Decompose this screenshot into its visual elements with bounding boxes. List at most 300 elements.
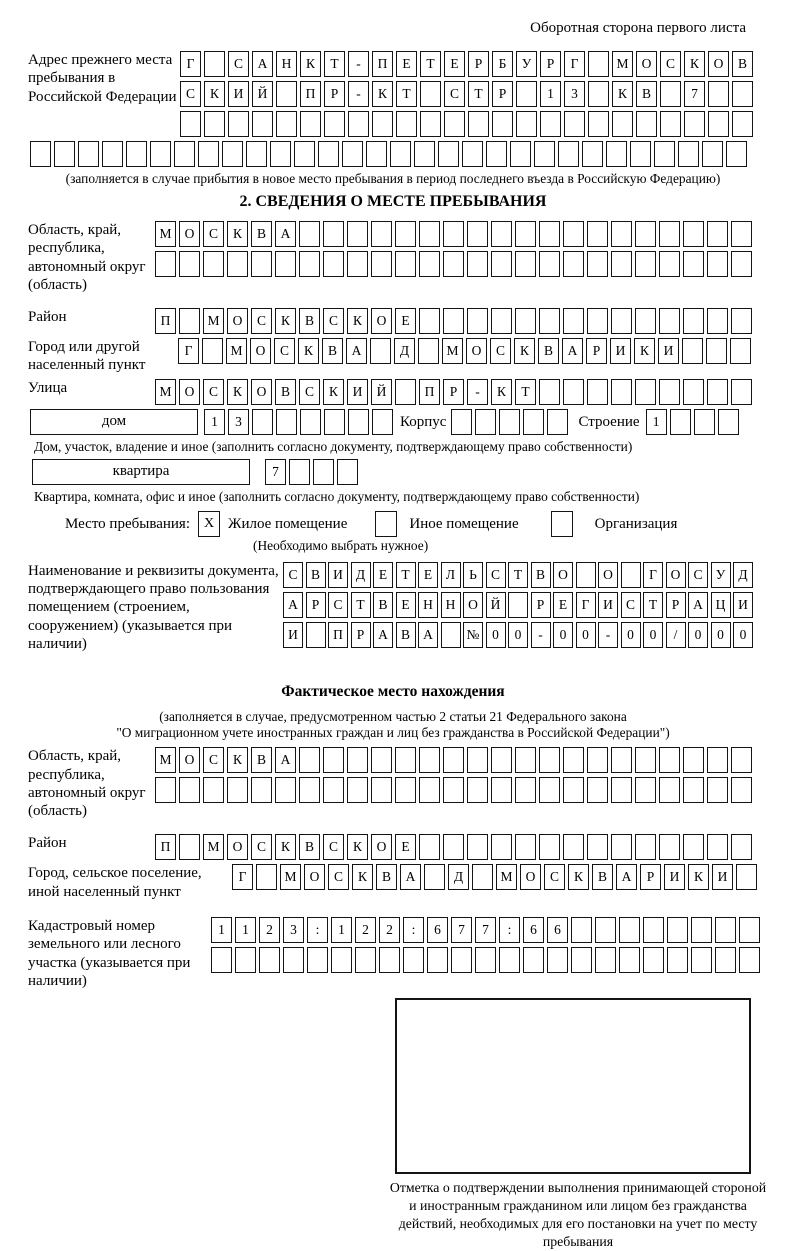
char-cell [78, 141, 99, 167]
char-cell [443, 834, 464, 860]
char-cell [659, 251, 680, 277]
char-cell [342, 141, 363, 167]
char-cell: К [684, 51, 705, 77]
char-cell [739, 947, 760, 973]
char-cell: Л [441, 562, 461, 588]
char-cell: И [658, 338, 679, 364]
char-cell: В [251, 747, 272, 773]
char-cell: - [531, 622, 551, 648]
document-row-2 [283, 592, 753, 618]
char-cell [563, 221, 584, 247]
char-cell: М [442, 338, 463, 364]
char-cell: 0 [688, 622, 708, 648]
char-cell [702, 141, 723, 167]
char-cell [475, 409, 496, 435]
char-cell [587, 308, 608, 334]
char-cell [660, 111, 681, 137]
char-cell [491, 834, 512, 860]
char-cell: В [592, 864, 613, 890]
char-cell: И [610, 338, 631, 364]
char-cell [539, 747, 560, 773]
char-cell: М [280, 864, 301, 890]
char-cell [251, 777, 272, 803]
stay-type-hint: (Необходимо выбрать нужное) [253, 537, 429, 553]
char-cell [179, 777, 200, 803]
char-cell: 7 [475, 917, 496, 943]
char-cell: Ц [711, 592, 731, 618]
char-cell: П [372, 51, 393, 77]
char-cell: О [179, 379, 200, 405]
document-row-1 [283, 562, 753, 588]
char-cell [222, 141, 243, 167]
char-cell: А [275, 221, 296, 247]
char-cell [323, 251, 344, 277]
char-cell: М [155, 379, 176, 405]
char-cell: Т [643, 592, 663, 618]
char-cell: Д [733, 562, 753, 588]
char-cell [30, 141, 51, 167]
char-cell: Т [351, 592, 371, 618]
char-cell [395, 251, 416, 277]
char-cell: К [352, 864, 373, 890]
char-cell [683, 308, 704, 334]
char-cell [324, 409, 345, 435]
char-cell [419, 251, 440, 277]
char-cell [371, 747, 392, 773]
char-cell: В [251, 221, 272, 247]
char-cell [534, 141, 555, 167]
char-cell [659, 777, 680, 803]
char-cell: Д [448, 864, 469, 890]
char-cell: А [562, 338, 583, 364]
char-cell [300, 409, 321, 435]
char-cell [611, 221, 632, 247]
prev-address-row-2 [180, 81, 753, 107]
char-cell [256, 864, 277, 890]
char-cell [371, 777, 392, 803]
char-cell: Й [371, 379, 392, 405]
cadastral-field [28, 917, 758, 990]
char-cell [348, 111, 369, 137]
option-dwelling-label: Жилое помещение [228, 515, 348, 532]
char-cell [731, 251, 752, 277]
char-cell [395, 379, 416, 405]
char-cell [730, 338, 751, 364]
prev-address-label: Адрес прежнего места пребывания в Российской Федерации [28, 52, 177, 105]
char-cell: О [666, 562, 686, 588]
char-cell [424, 864, 445, 890]
char-cell [707, 379, 728, 405]
char-cell [203, 777, 224, 803]
char-cell: А [275, 747, 296, 773]
char-cell [587, 221, 608, 247]
char-cell: А [418, 622, 438, 648]
char-cell [289, 459, 310, 485]
char-cell: Р [586, 338, 607, 364]
char-cell: - [598, 622, 618, 648]
char-cell [654, 141, 675, 167]
actual-location-note-1: (заполняется в случае, предусмотренном частью 2 статьи 21 Федерального закона [159, 709, 627, 725]
char-cell [571, 917, 592, 943]
char-cell [323, 747, 344, 773]
char-cell [611, 379, 632, 405]
char-cell [235, 947, 256, 973]
char-cell: К [204, 81, 225, 107]
char-cell: В [275, 379, 296, 405]
char-cell [198, 141, 219, 167]
char-cell: С [203, 747, 224, 773]
char-cell [708, 111, 729, 137]
char-cell [299, 747, 320, 773]
actual-district-label: Район [28, 835, 67, 852]
char-cell [418, 338, 439, 364]
char-cell [563, 379, 584, 405]
char-cell [635, 251, 656, 277]
char-cell [270, 141, 291, 167]
char-cell [202, 338, 223, 364]
actual-district-field [28, 834, 758, 860]
actual-location-note-2: "О миграционном учете иностранных граждан и лиц без гражданства в Российской Федерации") [116, 725, 670, 741]
char-cell [443, 221, 464, 247]
char-cell: В [531, 562, 551, 588]
char-cell: Р [468, 51, 489, 77]
checkbox-other-premises [375, 511, 397, 537]
char-cell: М [203, 308, 224, 334]
char-cell [516, 111, 537, 137]
char-cell [347, 777, 368, 803]
document-row-3 [283, 622, 753, 648]
char-cell: С [328, 864, 349, 890]
char-cell: В [538, 338, 559, 364]
char-cell: К [568, 864, 589, 890]
char-cell [203, 251, 224, 277]
char-cell [563, 777, 584, 803]
page-side-note: Оборотная сторона первого листа [530, 20, 746, 36]
char-cell: - [348, 51, 369, 77]
char-cell: Г [576, 592, 596, 618]
char-cell [707, 834, 728, 860]
char-cell: О [553, 562, 573, 588]
char-cell: 1 [204, 409, 225, 435]
char-cell: Р [666, 592, 686, 618]
char-cell [420, 81, 441, 107]
char-cell [283, 947, 304, 973]
char-cell: О [250, 338, 271, 364]
char-cell [204, 111, 225, 137]
char-cell [582, 141, 603, 167]
char-cell: С [203, 221, 224, 247]
region-row-2 [155, 251, 752, 277]
actual-city-label: Город, сельское поселение, иной населенный пункт [28, 865, 202, 900]
char-cell [715, 947, 736, 973]
char-cell [736, 864, 757, 890]
char-cell: К [227, 379, 248, 405]
char-cell: С [660, 51, 681, 77]
region-row-1 [155, 221, 752, 247]
char-cell: С [283, 562, 303, 588]
char-cell [739, 917, 760, 943]
char-cell: 2 [259, 917, 280, 943]
char-cell [395, 747, 416, 773]
street-row [155, 379, 752, 405]
char-cell: С [544, 864, 565, 890]
region-label: Область, край, республика, автономный округ (область) [28, 222, 146, 293]
apartment-note: Квартира, комната, офис и иное (заполнить согласно документу, подтверждающему право собственности) [34, 488, 640, 504]
city-row [178, 338, 751, 364]
char-cell [708, 81, 729, 107]
stroenie-label: Строение [578, 413, 640, 430]
prev-address-note: (заполняется в случае прибытия в новое место пребывания в период последнего въезда в Российскую Федерацию) [65, 171, 721, 186]
char-cell [539, 221, 560, 247]
char-cell: П [300, 81, 321, 107]
char-cell [611, 834, 632, 860]
char-cell [731, 221, 752, 247]
char-cell: 0 [576, 622, 596, 648]
char-cell: 2 [355, 917, 376, 943]
char-cell [451, 409, 472, 435]
char-cell [683, 777, 704, 803]
actual-region-row-1 [155, 747, 752, 773]
char-cell [539, 777, 560, 803]
char-cell [174, 141, 195, 167]
char-cell: Р [306, 592, 326, 618]
char-cell [372, 409, 393, 435]
char-cell: 0 [643, 622, 663, 648]
korpus-row [451, 409, 568, 435]
street-field [28, 379, 758, 405]
char-cell [635, 747, 656, 773]
city-label: Город или другой населенный пункт [28, 339, 146, 374]
char-cell [294, 141, 315, 167]
char-cell [691, 917, 712, 943]
char-cell [563, 251, 584, 277]
char-cell [659, 221, 680, 247]
char-cell: Й [252, 81, 273, 107]
section2-title: 2. СВЕДЕНИЯ О МЕСТЕ ПРЕБЫВАНИЯ [239, 193, 547, 210]
stroenie-row [646, 409, 739, 435]
char-cell [683, 834, 704, 860]
char-cell: 0 [486, 622, 506, 648]
char-cell: 0 [508, 622, 528, 648]
actual-location-title: Фактическое место нахождения [281, 683, 505, 701]
char-cell [299, 777, 320, 803]
char-cell: Г [564, 51, 585, 77]
char-cell [372, 111, 393, 137]
char-cell [468, 111, 489, 137]
char-cell [467, 251, 488, 277]
char-cell: А [346, 338, 367, 364]
char-cell: : [403, 917, 424, 943]
char-cell: 2 [379, 917, 400, 943]
char-cell [276, 111, 297, 137]
char-cell: В [396, 622, 416, 648]
char-cell [491, 308, 512, 334]
char-cell [587, 251, 608, 277]
char-cell [276, 81, 297, 107]
char-cell [443, 308, 464, 334]
char-cell [515, 834, 536, 860]
char-cell [732, 81, 753, 107]
char-cell: Р [324, 81, 345, 107]
char-cell: 0 [733, 622, 753, 648]
char-cell [467, 308, 488, 334]
char-cell: Е [395, 308, 416, 334]
char-cell [54, 141, 75, 167]
char-cell [726, 141, 747, 167]
char-cell: Т [468, 81, 489, 107]
char-cell: 0 [553, 622, 573, 648]
char-cell [659, 308, 680, 334]
char-cell [731, 747, 752, 773]
char-cell [443, 251, 464, 277]
char-cell: Е [395, 834, 416, 860]
char-cell: 3 [228, 409, 249, 435]
char-cell [324, 111, 345, 137]
char-cell [419, 221, 440, 247]
char-cell [491, 747, 512, 773]
char-cell [683, 747, 704, 773]
char-cell: Е [396, 592, 416, 618]
cadastral-row-2 [211, 947, 760, 973]
char-cell [150, 141, 171, 167]
char-cell: С [621, 592, 641, 618]
char-cell: К [275, 834, 296, 860]
char-cell [443, 777, 464, 803]
char-cell: С [444, 81, 465, 107]
char-cell: Р [443, 379, 464, 405]
apartment-box-label: квартира [32, 459, 250, 485]
char-cell [611, 308, 632, 334]
char-cell [547, 409, 568, 435]
char-cell: Н [418, 592, 438, 618]
char-cell [427, 947, 448, 973]
char-cell [611, 747, 632, 773]
char-cell [227, 777, 248, 803]
char-cell [691, 947, 712, 973]
char-cell [211, 947, 232, 973]
char-cell: К [688, 864, 709, 890]
cadastral-label: Кадастровый номер земельного или лесного участка (указывается при наличии) [28, 918, 191, 989]
char-cell: С [274, 338, 295, 364]
char-cell: Ь [463, 562, 483, 588]
char-cell [643, 947, 664, 973]
house-field [28, 409, 758, 435]
char-cell [667, 947, 688, 973]
char-cell [682, 338, 703, 364]
char-cell [307, 947, 328, 973]
char-cell: О [227, 308, 248, 334]
char-cell: С [688, 562, 708, 588]
actual-city-row [232, 864, 757, 890]
char-cell: В [732, 51, 753, 77]
char-cell: И [664, 864, 685, 890]
city-field [28, 338, 758, 375]
char-cell [635, 308, 656, 334]
char-cell: 1 [235, 917, 256, 943]
char-cell [636, 111, 657, 137]
char-cell: О [708, 51, 729, 77]
char-cell: Т [515, 379, 536, 405]
char-cell [707, 308, 728, 334]
char-cell: А [400, 864, 421, 890]
char-cell: 1 [211, 917, 232, 943]
char-cell [492, 111, 513, 137]
stay-type-field [65, 511, 758, 537]
char-cell: Е [418, 562, 438, 588]
char-cell [515, 251, 536, 277]
char-cell: М [155, 747, 176, 773]
char-cell [179, 834, 200, 860]
house-number-row [204, 409, 393, 435]
char-cell: 6 [547, 917, 568, 943]
char-cell: К [298, 338, 319, 364]
char-cell [126, 141, 147, 167]
char-cell [323, 221, 344, 247]
char-cell: 1 [540, 81, 561, 107]
char-cell [259, 947, 280, 973]
char-cell [588, 111, 609, 137]
char-cell [347, 747, 368, 773]
actual-city-field [28, 864, 758, 901]
char-cell: С [323, 308, 344, 334]
char-cell: А [283, 592, 303, 618]
char-cell [707, 251, 728, 277]
char-cell: И [347, 379, 368, 405]
char-cell [731, 834, 752, 860]
char-cell [306, 622, 326, 648]
prev-address-row-4 [30, 141, 758, 167]
char-cell [731, 308, 752, 334]
char-cell: 0 [621, 622, 641, 648]
char-cell: У [516, 51, 537, 77]
char-cell: И [712, 864, 733, 890]
char-cell: О [520, 864, 541, 890]
char-cell: Д [394, 338, 415, 364]
char-cell [491, 777, 512, 803]
char-cell: В [376, 864, 397, 890]
char-cell: Г [180, 51, 201, 77]
char-cell [659, 834, 680, 860]
char-cell [275, 251, 296, 277]
char-cell: И [328, 562, 348, 588]
char-cell: К [275, 308, 296, 334]
char-cell: 3 [564, 81, 585, 107]
option-organization-label: Организация [594, 515, 678, 532]
char-cell [318, 141, 339, 167]
char-cell [419, 308, 440, 334]
char-cell [706, 338, 727, 364]
char-cell: Й [486, 592, 506, 618]
char-cell [635, 379, 656, 405]
actual-region-field [28, 747, 758, 820]
char-cell: Д [351, 562, 371, 588]
char-cell [635, 834, 656, 860]
char-cell [227, 251, 248, 277]
char-cell [660, 81, 681, 107]
char-cell: С [299, 379, 320, 405]
char-cell [630, 141, 651, 167]
char-cell: У [711, 562, 731, 588]
char-cell [420, 111, 441, 137]
char-cell: С [251, 308, 272, 334]
char-cell [467, 747, 488, 773]
street-label: Улица [28, 379, 68, 396]
char-cell: - [467, 379, 488, 405]
char-cell: К [612, 81, 633, 107]
char-cell: Р [492, 81, 513, 107]
char-cell [707, 747, 728, 773]
char-cell: И [228, 81, 249, 107]
